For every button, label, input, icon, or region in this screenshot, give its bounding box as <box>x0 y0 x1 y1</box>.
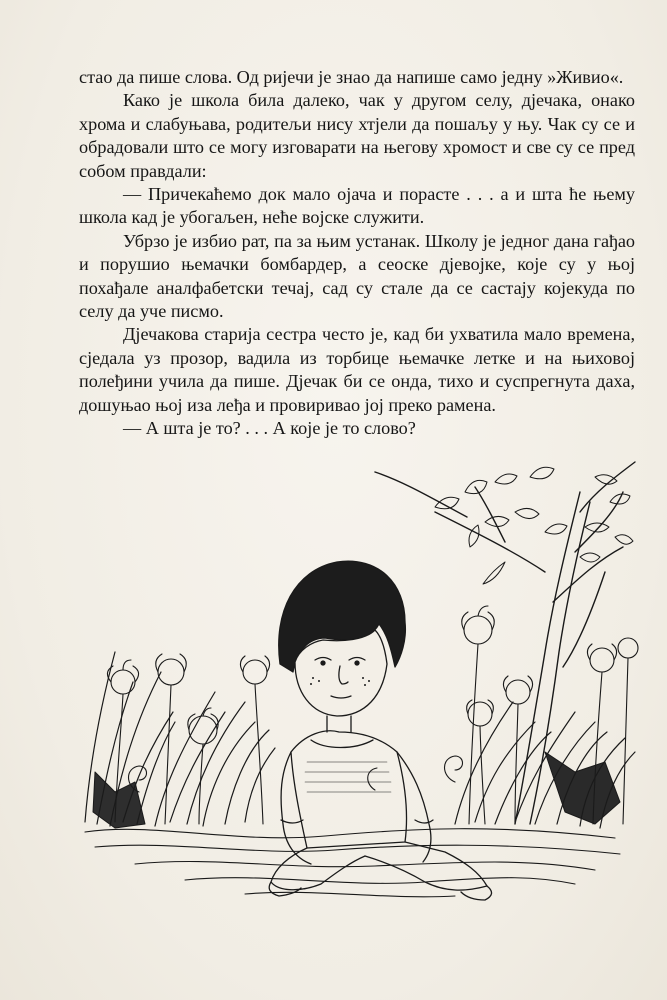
tree-leaves <box>435 467 633 584</box>
paragraph-6: — А шта је то? . . . А које је то слово? <box>123 418 416 439</box>
paragraph-5: Дјечакова старија сестра често је, кад би ухватила мало времена, сједала уз прозор, вадила из торбице њемачке летке и на њиховој полеђини учила да пише. Дјечак би се онда, тихо и суспрегнута даха, дошуњао њој иза леђа и провиривао јој преко рамена. <box>79 324 635 415</box>
boy-among-flowers-illustration <box>75 452 645 922</box>
body-text <box>79 66 635 441</box>
paragraph-1: стао да пише слова. Од ријечи је знао да напише само једну »Живио«. <box>79 67 624 87</box>
boy-figure <box>269 561 491 900</box>
paragraph-3: — Причекаћемо док мало ојача и порасте . . . а и шта ће њему школа кад је убогаљен, неће војске служити. <box>79 184 635 228</box>
paragraph-2: Како је школа била далеко, чак у другом селу, дјечака, онако хрома и слабуњава, родитељи нису хтјели да пошаљу у њу. Чак су се и обрадовали што се могу изговарати на његову хромост и све су се пред собом правдали: <box>79 90 635 181</box>
paragraph-4: Убрзо је избио рат, па за њим устанак. Школу је једног дана гађао и порушио њемачки бомбардер, а сеоске дјевојке, које су у њој похађале аналфабетски течај, сад су стале да се састају којекуда по селу да уче писмо. <box>79 230 635 322</box>
